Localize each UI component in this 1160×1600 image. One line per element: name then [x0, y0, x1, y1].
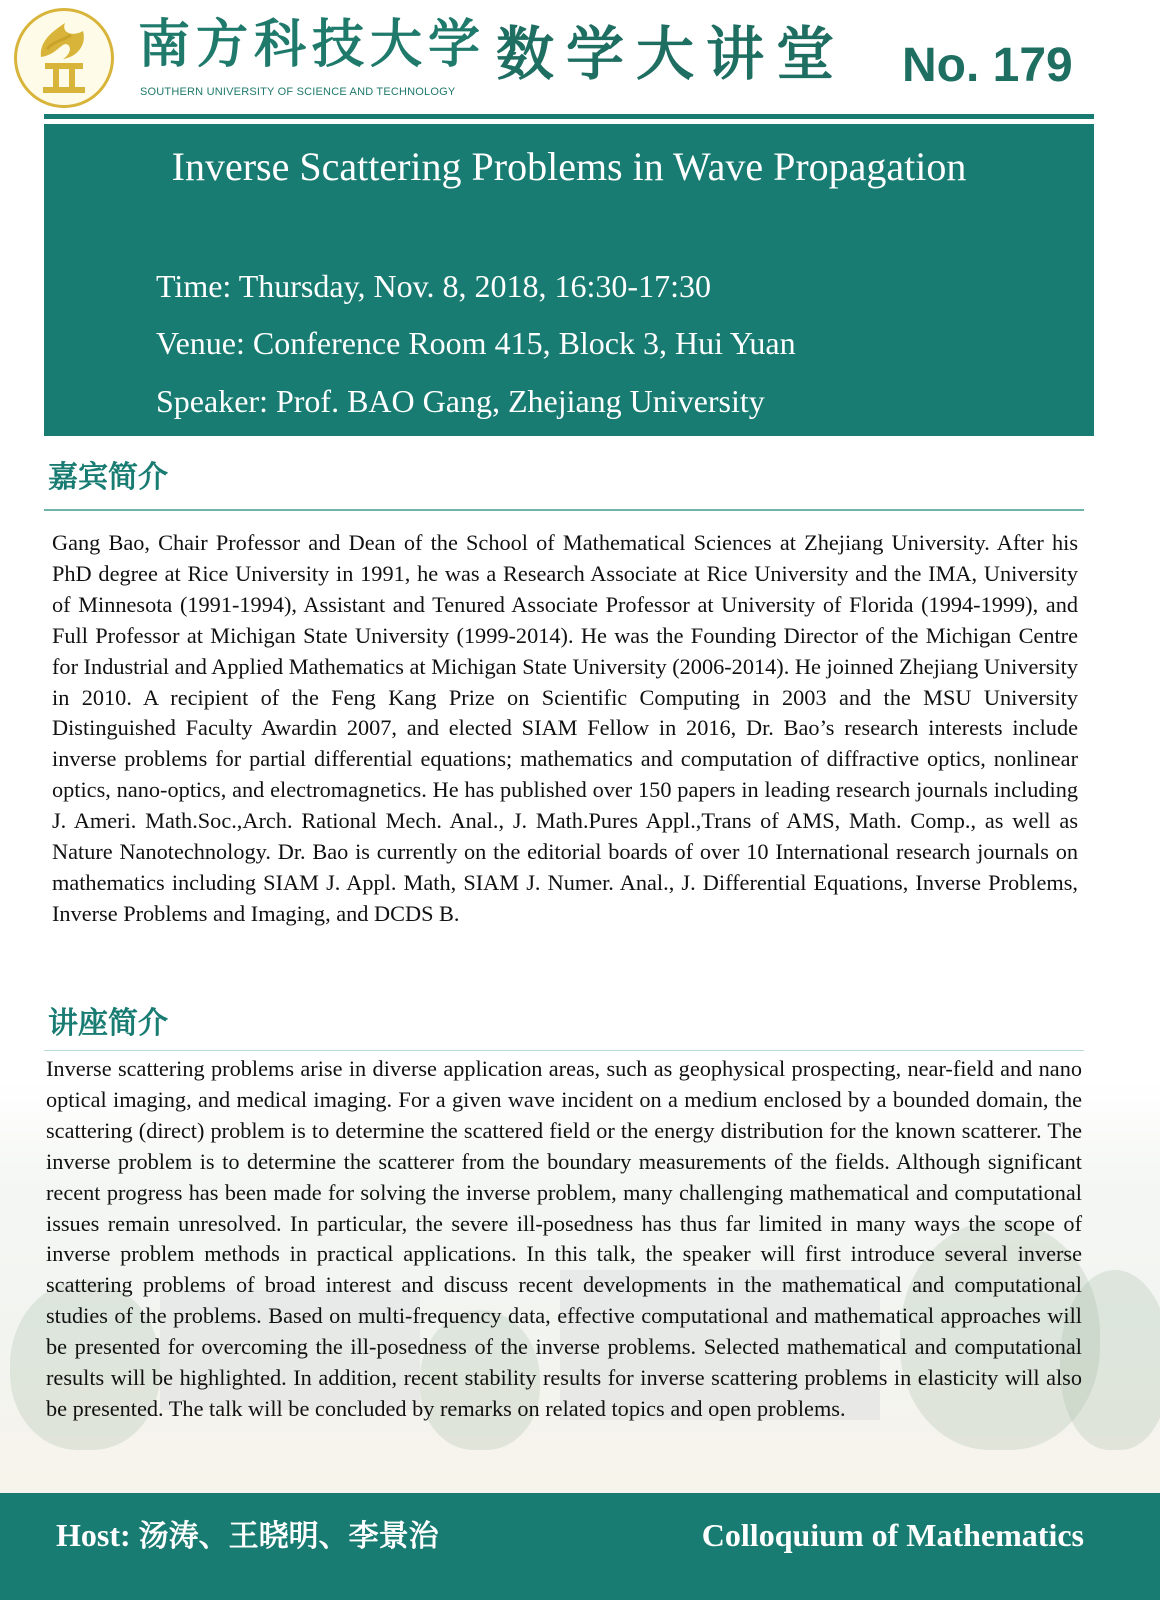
- university-name-cn: 南方科技大学: [138, 15, 487, 75]
- header: [0, 0, 1160, 115]
- university-name-en: SOUTHERN UNIVERSITY OF SCIENCE AND TECHNOLOGY: [140, 86, 456, 98]
- abstract-heading: 讲座简介: [48, 1006, 168, 1041]
- talk-abstract: Inverse scattering problems arise in diverse application areas, such as geophysical prospecting, near-field and nano optical imaging, and medical imaging. For a given wave incident on a medium enclosed by a bounded domain, the scattering (direct) problem is to determine the scattered field or the energy distribution for the known scatterer. The inverse problem is to determine the scatterer from the boundary measurements of the fields. Although significant recent progress has been made for solving the inverse problem, many challenging mathematical and computational issues remain unresolved. In particular, the severe ill-posedness has thus far limited in many ways the scope of inverse problem methods in practical applications. In this talk, the speaker will first introduce several inverse scattering problems of broad interest and discuss recent developments in the mathematical and computational studies of the problems. Based on multi-frequency data, effective computational and mathematical approaches will be presented for overcoming the ill-posedness of the inverse problems. Selected mathematical and computational results will be highlighted. In addition, recent stability results for inverse scattering problems in elasticity will also be presented. The talk will be concluded by remarks on related topics and open problems.: [46, 1056, 1082, 1421]
- host-label: Host:: [56, 1517, 139, 1553]
- talk-venue: Venue: Conference Room 415, Block 3, Hui Yuan: [156, 325, 796, 361]
- speaker-bio: Gang Bao, Chair Professor and Dean of the School of Mathematical Sciences at Zhejiang University. After his PhD degree at Rice University in 1991, he was a Research Associate at Rice University and the IMA, University of Minnesota (1991-1994), Assistant and Tenured Associate Professor at University of Florida (1994-1999), and Full Professor at Michigan State University (1999-2014). He was the Founding Director of the Michigan Centre for Industrial and Applied Mathematics at Michigan State University (2006-2014). He joinned Zhejiang University in 2010. A recipient of the Feng Kang Prize on Scientific Computing in 2003 and the MSU University Distinguished Faculty Awardin 2007, and elected SIAM Fellow in 2016, Dr. Bao’s research interests include inverse problems for partial differential equations; mathematics and computation of diffractive optics, nonlinear optics, nano-optics, and electromagnetics. He has published over 150 papers in leading research journals including J. Ameri. Math.Soc.,Arch. Rational Mech. Anal., J. Math.Pures Appl.,Trans of AMS, Math. Comp., as well as Nature Nanotechnology. Dr. Bao is currently on the editorial boards of over 10 International research journals on mathematics including SIAM J. Appl. Math, SIAM J. Numer. Anal., J. Differential Equations, Inverse Problems, Inverse Problems and Imaging, and DCDS B.: [52, 530, 1078, 926]
- issue-number: No. 179: [902, 39, 1073, 92]
- host-names: 汤涛、王晓明、李景治: [138, 1519, 439, 1554]
- bio-divider: [44, 509, 1084, 511]
- lecture-series-cn: 数学大讲堂: [496, 20, 847, 88]
- footer: [0, 1493, 1160, 1600]
- talk-info-banner: [44, 124, 1094, 436]
- abstract-divider: [44, 1050, 1084, 1051]
- header-divider: [44, 114, 1094, 119]
- talk-speaker: Speaker: Prof. BAO Gang, Zhejiang University: [156, 383, 765, 419]
- torch-emblem-icon: [17, 11, 111, 105]
- series-name-en: Colloquium of Mathematics: [701, 1517, 1084, 1553]
- talk-time: Time: Thursday, Nov. 8, 2018, 16:30-17:30: [156, 268, 711, 304]
- university-logo: [14, 8, 114, 108]
- host-info: [56, 1513, 439, 1559]
- talk-title: Inverse Scattering Problems in Wave Propagation: [171, 144, 967, 189]
- bio-heading: 嘉宾简介: [48, 460, 168, 495]
